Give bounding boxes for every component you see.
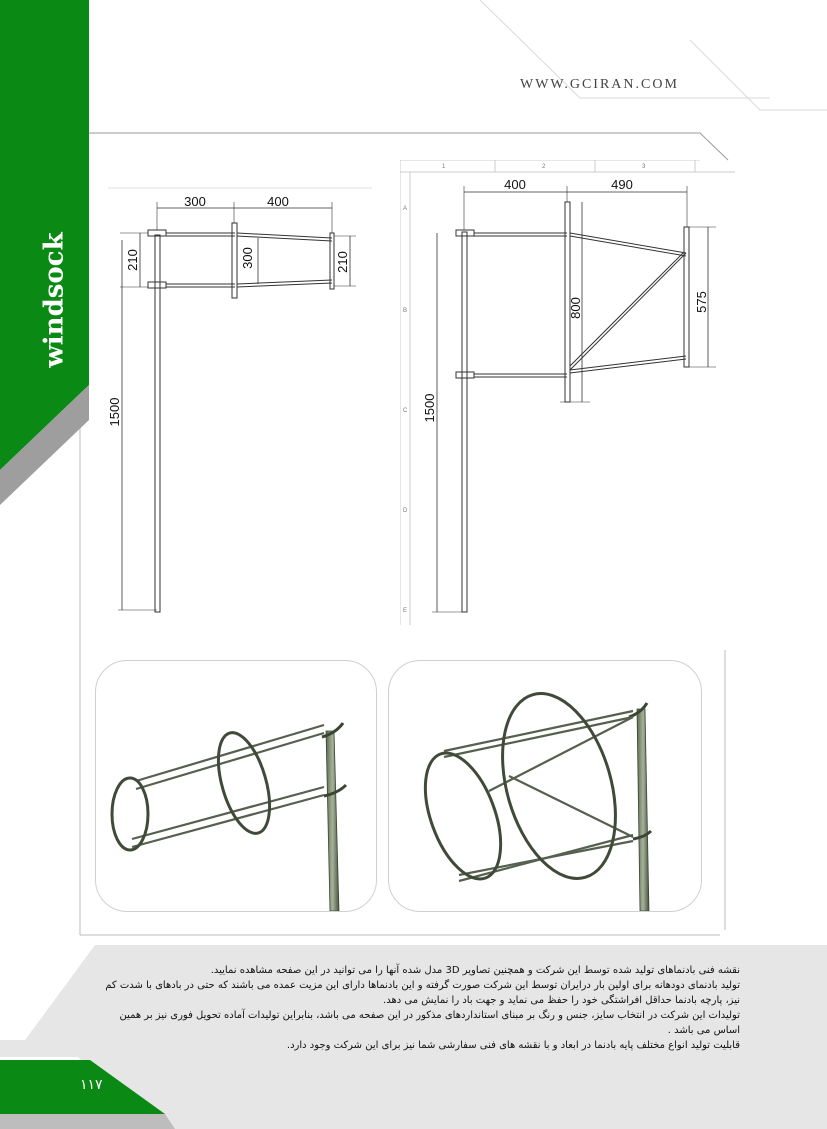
grid-row-d: D [403,508,408,514]
description-text [100,963,740,1053]
dim-right-top-2: 490 [611,177,633,192]
technical-drawing-left [100,180,380,630]
grid-row-b: B [403,308,408,314]
dim-right-top-1: 400 [504,177,526,192]
dim-left-pole-height: 1500 [107,397,122,427]
technical-drawing-right [400,160,735,630]
grid-row-e: E [403,608,408,614]
dim-right-right-height: 575 [694,291,709,313]
description-line-1: نقشه فنی بادنماهای تولید شده توسط این شرکت و همچنین تصاویر 3D مدل شده آنها را می توانید در این صفحه مشاهده نمایید. [210,965,740,976]
description-line-2: تولید بادنمای دودهانه برای اولین بار درایران توسط این شرکت صورت گرفته و این بادنماها دارای این مزیت عمده می باشند که حتی در بادهای با شدت کم نیز، پارچه بادنما حداقل افراشتگی خود را حفظ می نماید و جهت باد را نمایش می دهد. [105,980,740,1006]
grid-column-2: 2 [542,164,546,170]
dim-left-right-height: 210 [335,251,350,273]
sidebar-title-text: windsock [40,232,71,368]
dim-left-height: 210 [125,249,140,271]
dim-left-top-2: 400 [267,194,289,209]
windsock-3d-render-right [389,661,701,911]
website-url[interactable]: WWW.GCIRAN.COM [520,77,679,92]
dim-left-middle-height: 300 [240,247,255,269]
grid-row-a: A [403,206,408,212]
dim-right-middle-height: 800 [568,297,583,319]
page-number: ۱۱۷ [80,1077,103,1093]
windsock-3d-render-left [96,661,376,911]
grid-row-c: C [403,408,408,414]
dim-left-top-1: 300 [184,194,206,209]
dim-right-pole-height: 1500 [422,393,437,423]
grid-column-1: 1 [442,164,446,170]
grid-column-3: 3 [642,164,646,170]
description-line-3: تولیدات این شرکت در انتخاب سایز، جنس و رنگ بر مبنای استانداردهای مذکور در این صفحه می باشد، بنابراین تولیدات آماده تحویل فوری نیز بر همین اساس می باشد . [119,1010,740,1036]
description-line-4: قابلیت تولید انواع مختلف پایه بادنما در ابعاد و با نقشه های فنی سفارشی شما نیز برای این شرکت وجود دارد. [286,1040,740,1051]
sidebar-title [20,232,90,368]
render-panel-left [95,660,377,912]
render-panel-right [388,660,702,912]
